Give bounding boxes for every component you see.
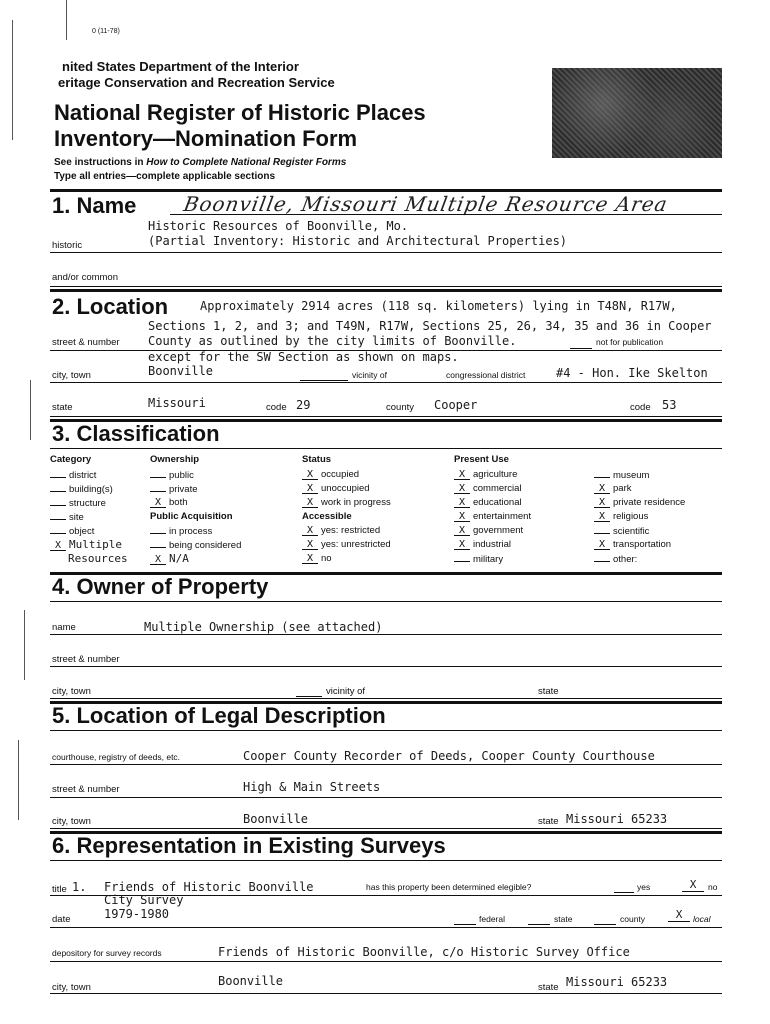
eligible-question: has this property been determined elegible? — [366, 882, 532, 892]
rule — [50, 382, 722, 383]
survey-title-line1: Friends of Historic Boonville — [104, 880, 314, 894]
rule — [50, 634, 722, 635]
margin-mark — [66, 0, 67, 40]
checkbox[interactable] — [50, 524, 66, 534]
vicinity-label: vicinity of — [352, 370, 387, 380]
present-use-heading: Present Use — [454, 454, 509, 465]
use-park: X park — [594, 482, 724, 496]
code-label: code — [266, 402, 287, 413]
level-local: local — [693, 914, 711, 924]
checkbox[interactable] — [594, 524, 610, 534]
checkbox-checked[interactable]: X — [594, 484, 610, 494]
rule — [50, 927, 722, 928]
section-1-heading: 1. Name — [52, 193, 137, 218]
rule — [570, 348, 592, 349]
checkbox-checked[interactable]: X — [454, 498, 470, 508]
rule — [50, 797, 722, 798]
use-educational: X educational — [454, 496, 594, 510]
checkbox-checked[interactable]: X — [150, 555, 166, 565]
instructions-line2: Type all entries—complete applicable sections — [54, 171, 276, 182]
rule — [300, 380, 348, 381]
status-occupied: X occupied — [302, 468, 452, 482]
legal-street-label: street & number — [52, 784, 120, 795]
checkbox-checked[interactable]: X — [302, 554, 318, 564]
state-label: state — [52, 402, 73, 413]
location-line4: except for the SW Section as shown on maps. — [148, 350, 459, 364]
eligible-no: no — [708, 882, 718, 892]
instructions-line1: See instructions in How to Complete National Register Forms — [54, 157, 347, 168]
level-federal: federal — [479, 914, 505, 924]
legal-city-label: city, town — [52, 816, 91, 827]
checkbox-checked[interactable]: X — [454, 540, 470, 550]
rule — [50, 416, 722, 417]
checkbox-checked[interactable]: X — [594, 498, 610, 508]
use-museum: museum — [594, 468, 724, 482]
checkbox[interactable] — [150, 468, 166, 478]
location-line2: Sections 1, 2, and 3; and T49N, R17W, Sections 25, 26, 34, 35 and 36 in Cooper — [148, 319, 712, 333]
checkbox[interactable] — [50, 510, 66, 520]
courthouse-label: courthouse, registry of deeds, etc. — [52, 752, 181, 762]
rule — [528, 924, 550, 925]
ownership-both: X both — [150, 496, 300, 510]
handwritten-title: Boonville, Missouri Multiple Resource Area — [181, 192, 670, 216]
category-site: site — [50, 510, 146, 524]
rule — [170, 214, 722, 215]
street-label: street & number — [52, 337, 120, 348]
status-unoccupied: X unoccupied — [302, 482, 452, 496]
section-4-heading: 4. Owner of Property — [52, 574, 269, 599]
form-title-line2: Inventory—Nomination Form — [54, 126, 358, 151]
pa-na: X N/A — [150, 552, 300, 566]
agency-line2: eritage Conservation and Recreation Service — [58, 75, 335, 90]
rule — [50, 993, 722, 994]
checkbox[interactable] — [150, 538, 166, 548]
historic-line1: Historic Resources of Boonville, Mo. — [148, 219, 409, 233]
use-entertainment: X entertainment — [454, 510, 594, 524]
checkbox-checked[interactable]: X — [150, 498, 166, 508]
checkbox-checked[interactable]: X — [50, 541, 66, 551]
section-5-heading: 5. Location of Legal Description — [52, 703, 386, 728]
owner-name: Multiple Ownership (see attached) — [144, 620, 383, 634]
rule — [50, 961, 722, 962]
section-6-heading: 6. Representation in Existing Surveys — [52, 833, 446, 858]
accessible-restricted: X yes: restricted — [302, 524, 452, 538]
rule — [50, 252, 722, 253]
public-acquisition-heading: Public Acquisition — [150, 511, 233, 522]
agency-line1: nited States Department of the Interior — [62, 59, 299, 74]
form-id: 0 (11-78) — [92, 28, 120, 35]
rule — [50, 730, 722, 731]
code2-value: 53 — [662, 398, 677, 412]
checkbox[interactable] — [50, 482, 66, 492]
checkbox-checked[interactable]: X — [302, 498, 318, 508]
eligible-no-mark: X — [682, 878, 704, 892]
owner-name-label: name — [52, 622, 76, 633]
category-structure: structure — [50, 496, 146, 510]
legal-state-label: state — [538, 816, 559, 827]
checkbox-checked[interactable]: X — [594, 540, 610, 550]
checkbox-checked[interactable]: X — [302, 540, 318, 550]
use-commercial: X commercial — [454, 482, 594, 496]
accessible-heading: Accessible — [302, 511, 352, 522]
state-value: Missouri — [148, 396, 206, 410]
rule — [594, 924, 616, 925]
margin-mark — [12, 20, 13, 140]
use-column-2-spacer — [594, 454, 724, 468]
rule — [50, 289, 722, 292]
historic-label: historic — [52, 240, 83, 251]
legal-city-value: Boonville — [243, 812, 309, 826]
use-agriculture: X agriculture — [454, 468, 594, 482]
rule — [50, 601, 722, 602]
pa-in-process: in process — [150, 524, 300, 538]
status-work: X work in progress — [302, 496, 452, 510]
checkbox-checked[interactable]: X — [454, 526, 470, 536]
checkbox[interactable] — [150, 524, 166, 534]
checkbox[interactable] — [454, 552, 470, 562]
survey-date-value: 1979-1980 — [104, 907, 170, 921]
legal-street-value: High & Main Streets — [243, 780, 381, 794]
not-for-publication: not for publication — [596, 337, 664, 347]
rule — [50, 448, 722, 449]
code2-label: code — [630, 402, 651, 413]
rule — [50, 828, 722, 829]
rule — [296, 696, 322, 697]
survey-city-label: city, town — [52, 982, 91, 993]
rule — [50, 860, 722, 861]
survey-state-label: state — [538, 982, 559, 993]
common-label: and/or common — [52, 272, 119, 283]
survey-title-label: title — [52, 884, 67, 895]
checkbox-checked[interactable]: X — [454, 470, 470, 480]
survey-title-number: 1. — [72, 880, 87, 894]
survey-title-line2: City Survey — [104, 893, 184, 907]
use-government: X government — [454, 524, 594, 538]
accessible-no: X no — [302, 552, 452, 566]
accessible-unrestricted: X yes: unrestricted — [302, 538, 452, 552]
status-heading: Status — [302, 454, 332, 465]
checkbox-checked[interactable]: X — [302, 470, 318, 480]
use-column-2 — [594, 454, 724, 566]
use-religious: X religious — [594, 510, 724, 524]
eligible-yes: yes — [637, 882, 651, 892]
level-county: county — [620, 914, 646, 924]
category-resources: Resources — [68, 552, 128, 565]
margin-mark — [18, 740, 19, 820]
survey-date-label: date — [52, 914, 71, 925]
checkbox-checked[interactable]: X — [594, 512, 610, 522]
margin-mark — [30, 380, 31, 440]
checkbox-checked[interactable]: X — [302, 526, 318, 536]
county-label: county — [386, 402, 414, 413]
use-transportation: X transportation — [594, 538, 724, 552]
category-object: object — [50, 524, 146, 538]
checkbox[interactable] — [50, 496, 66, 506]
checkbox-checked[interactable]: X — [454, 512, 470, 522]
use-private-residence: X private residence — [594, 496, 724, 510]
ownership-column — [150, 454, 300, 566]
checkbox[interactable] — [594, 552, 610, 562]
status-column — [302, 454, 452, 566]
checkbox-checked[interactable]: X — [454, 484, 470, 494]
congressional-value: #4 - Hon. Ike Skelton — [556, 366, 708, 380]
rule — [50, 666, 722, 667]
photo-stamp-texture — [552, 68, 722, 158]
owner-street-label: street & number — [52, 654, 120, 665]
courthouse-value: Cooper County Recorder of Deeds, Cooper County Courthouse — [243, 749, 655, 763]
category-buildings: building(s) — [50, 482, 146, 496]
level-state: state — [554, 914, 573, 924]
section-2-heading: 2. Location — [52, 294, 169, 319]
form-title-line1: National Register of Historic Places — [54, 100, 426, 125]
congressional-label: congressional district — [446, 370, 526, 380]
category-multiple: X Multiple — [50, 538, 146, 552]
city-label: city, town — [52, 370, 91, 381]
pa-being-considered: being considered — [150, 538, 300, 552]
code-value: 29 — [296, 398, 311, 412]
category-heading: Category — [50, 454, 92, 465]
rule — [50, 764, 722, 765]
margin-mark — [24, 610, 25, 680]
location-line1: Approximately 2914 acres (118 sq. kilometers) lying in T48N, R17W, — [200, 299, 677, 313]
survey-state-value: Missouri 65233 — [566, 975, 668, 989]
ownership-public: public — [150, 468, 300, 482]
historic-line2: (Partial Inventory: Historic and Architectural Properties) — [148, 234, 568, 248]
level-local-mark: X — [668, 908, 690, 922]
rule — [614, 892, 634, 893]
survey-city-value: Boonville — [218, 974, 284, 988]
owner-vicinity: vicinity of — [326, 686, 366, 697]
use-column-1 — [454, 454, 594, 566]
county-value: Cooper — [434, 398, 478, 412]
location-line3: County as outlined by the city limits of Boonville. — [148, 334, 517, 348]
city-value: Boonville — [148, 364, 214, 378]
rule — [50, 698, 722, 699]
use-scientific: scientific — [594, 524, 724, 538]
rule — [50, 286, 722, 287]
ownership-private: private — [150, 482, 300, 496]
checkbox[interactable] — [150, 482, 166, 492]
owner-state-label: state — [538, 686, 559, 697]
owner-city-label: city, town — [52, 686, 91, 697]
category-column — [50, 454, 146, 566]
use-military: military — [454, 552, 594, 566]
legal-state-value: Missouri 65233 — [566, 812, 668, 826]
ownership-heading: Ownership — [150, 454, 200, 465]
checkbox[interactable] — [50, 468, 66, 478]
rule — [454, 924, 476, 925]
category-district: district — [50, 468, 146, 482]
checkbox-checked[interactable]: X — [302, 484, 318, 494]
checkbox[interactable] — [594, 468, 610, 478]
use-other: other: — [594, 552, 724, 566]
depository-label: depository for survey records — [52, 948, 162, 958]
depository-value: Friends of Historic Boonville, c/o Historic Survey Office — [218, 945, 630, 959]
section-3-heading: 3. Classification — [52, 421, 220, 446]
use-industrial: X industrial — [454, 538, 594, 552]
